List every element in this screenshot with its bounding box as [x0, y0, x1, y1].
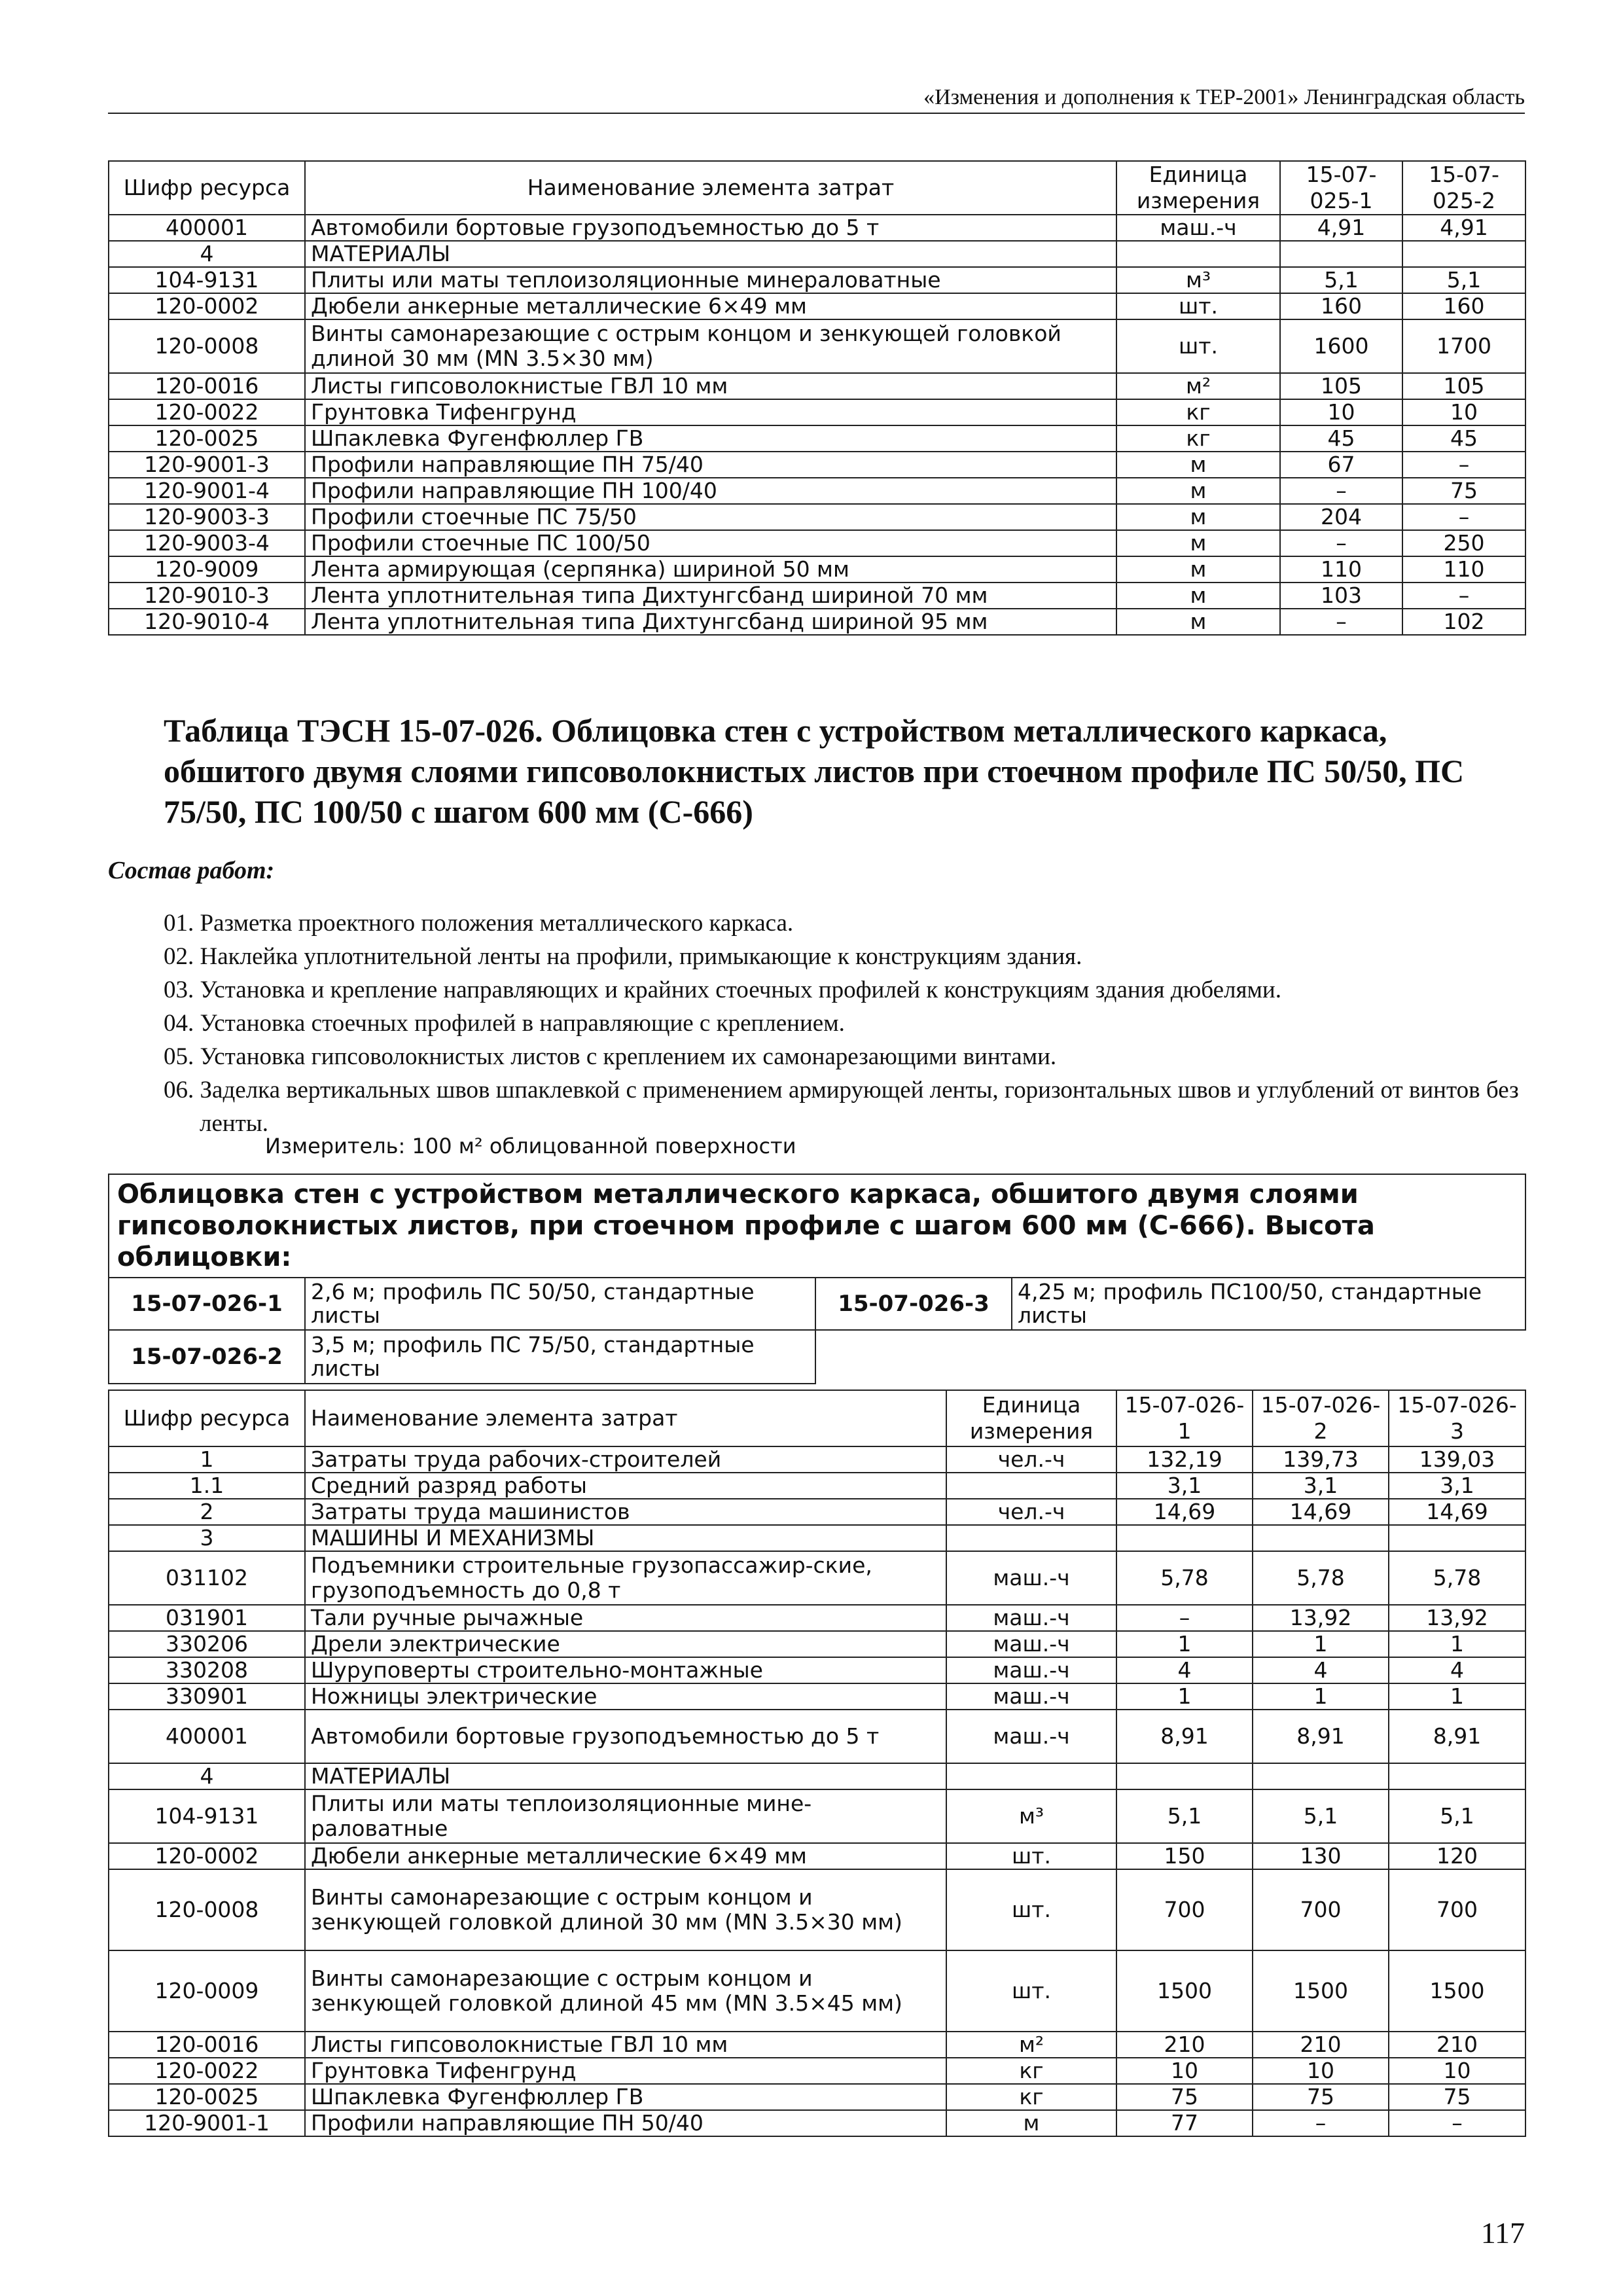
variant-code: 15-07-026-1 [109, 1278, 305, 1330]
value-cell: – [1389, 2110, 1525, 2136]
value-cell: – [1253, 2110, 1389, 2136]
value-cell: 77 [1116, 2110, 1253, 2136]
value-cell: – [1402, 452, 1525, 478]
resource-code-cell: 104-9131 [109, 267, 305, 293]
unit-cell: м³ [946, 1789, 1116, 1843]
value-cell: 105 [1280, 373, 1402, 399]
value-cell: 110 [1402, 556, 1525, 583]
resource-name-cell: Дрели электрические [305, 1631, 946, 1657]
resource-code-cell: 120-9010-4 [109, 609, 305, 635]
unit-cell [946, 1473, 1116, 1499]
table-row [109, 1657, 1525, 1683]
work-item: 01. Разметка проектного положения металлического каркаса. [164, 910, 794, 937]
column-header: 15-07-026-2 [1253, 1390, 1389, 1446]
value-cell: 1600 [1280, 319, 1402, 373]
unit-cell: маш.-ч [946, 1657, 1116, 1683]
value-cell: 5,1 [1389, 1789, 1525, 1843]
unit-cell: м [1116, 530, 1280, 556]
unit-cell: шт. [946, 1869, 1116, 1950]
measure-unit: Измеритель: 100 м² облицованной поверхности [265, 1134, 796, 1158]
resource-name-cell: Автомобили бортовые грузоподъемностью до 5 т [305, 1710, 946, 1763]
table-row [109, 2084, 1525, 2110]
value-cell: – [1280, 530, 1402, 556]
resource-name-cell: Лента армирующая (серпянка) шириной 50 мм [305, 556, 1116, 583]
work-item: 02. Наклейка уплотнительной ленты на профили, примыкающие к конструкциям здания. [164, 943, 1082, 970]
value-cell: 8,91 [1116, 1710, 1253, 1763]
resource-code-cell: 031901 [109, 1605, 305, 1631]
unit-cell: м [946, 2110, 1116, 2136]
page-number: 117 [1480, 2216, 1525, 2250]
value-cell: 4 [1389, 1657, 1525, 1683]
resource-code-cell: 400001 [109, 215, 305, 241]
value-cell: 14,69 [1389, 1499, 1525, 1525]
resource-code-cell: 120-0025 [109, 425, 305, 452]
resource-name-cell: Грунтовка Тифенгрунд [305, 399, 1116, 425]
table-row [109, 556, 1525, 583]
table-row [109, 530, 1525, 556]
table-row [109, 583, 1525, 609]
resource-code-cell: 120-9001-3 [109, 452, 305, 478]
resource-name-cell: Плиты или маты теплоизоляционные мине-раловатные [305, 1789, 946, 1843]
value-cell: 45 [1402, 425, 1525, 452]
value-cell: 105 [1402, 373, 1525, 399]
resource-code-cell: 400001 [109, 1710, 305, 1763]
unit-cell: кг [946, 2084, 1116, 2110]
value-cell: 1500 [1253, 1950, 1389, 2032]
work-item: 06. Заделка вертикальных швов шпаклевкой с применением армирующей ленты, горизонтальных швов и углублений от винтов без ленты. [164, 1077, 1519, 1137]
value-cell: 3,1 [1116, 1473, 1253, 1499]
resource-code-cell: 120-0016 [109, 2032, 305, 2058]
value-cell: 1 [1253, 1683, 1389, 1710]
resource-code-cell: 330206 [109, 1631, 305, 1657]
unit-cell: м² [1116, 373, 1280, 399]
resource-name-cell: Лента уплотнительная типа Дихтунгсбанд шириной 95 мм [305, 609, 1116, 635]
table-row [109, 478, 1525, 504]
value-cell: 210 [1116, 2032, 1253, 2058]
resource-name-cell: Тали ручные рычажные [305, 1605, 946, 1631]
value-cell: 5,78 [1253, 1551, 1389, 1605]
value-cell: 5,78 [1116, 1551, 1253, 1605]
resource-name-cell: Затраты труда рабочих-строителей [305, 1446, 946, 1473]
unit-cell: м² [946, 2032, 1116, 2058]
resource-code-cell: 120-0008 [109, 319, 305, 373]
table-row [109, 1950, 1525, 2032]
value-cell: 139,03 [1389, 1446, 1525, 1473]
value-cell: – [1280, 478, 1402, 504]
value-cell: 3,1 [1253, 1473, 1389, 1499]
unit-cell: маш.-ч [1116, 215, 1280, 241]
variant-row [109, 1330, 1525, 1384]
table-row [109, 267, 1525, 293]
section-title: Таблица ТЭСН 15-07-026. Облицовка стен с устройством металлического каркаса, обшитого двумя слоями гипсоволокнистых листов при стоечном профиле ПС 50/50, ПС 75/50, ПС 100/50 с шагом 600 мм (С-666) [164, 712, 1465, 830]
value-cell: 700 [1389, 1869, 1525, 1950]
value-cell: 5,1 [1402, 267, 1525, 293]
unit-cell: м³ [1116, 267, 1280, 293]
value-cell: 10 [1116, 2058, 1253, 2084]
resource-code-cell: 104-9131 [109, 1789, 305, 1843]
table-row [109, 609, 1525, 635]
value-cell: 5,1 [1253, 1789, 1389, 1843]
variant-empty [815, 1330, 1525, 1384]
resource-code-cell: 120-0009 [109, 1950, 305, 2032]
resource-code-cell: 330901 [109, 1683, 305, 1710]
resource-name-cell: Дюбели анкерные металлические 6×49 мм [305, 1843, 946, 1869]
resource-name-cell: Профили направляющие ПН 50/40 [305, 2110, 946, 2136]
value-cell [1116, 1525, 1253, 1551]
value-cell: 210 [1253, 2032, 1389, 2058]
running-title: «Изменения и дополнения к ТЕР-2001» Ленинградская область [923, 85, 1525, 109]
value-cell: 3,1 [1389, 1473, 1525, 1499]
table-row [109, 1605, 1525, 1631]
value-cell: 10 [1253, 2058, 1389, 2084]
value-cell: 1 [1253, 1631, 1389, 1657]
column-header: 15-07-026-1 [1116, 1390, 1253, 1446]
value-cell: 210 [1389, 2032, 1525, 2058]
unit-cell: шт. [946, 1843, 1116, 1869]
resource-table-026 [108, 1390, 1526, 2137]
resource-code-cell: 120-0002 [109, 293, 305, 319]
resource-name-cell: Винты самонарезающие с острым концом и зенкующей головкой длиной 30 мм (MN 3.5×30 мм) [305, 1869, 946, 1950]
value-cell: 130 [1253, 1843, 1389, 1869]
value-cell [1253, 1763, 1389, 1789]
unit-cell: маш.-ч [946, 1710, 1116, 1763]
table-row [109, 504, 1525, 530]
value-cell: 204 [1280, 504, 1402, 530]
unit-cell: шт. [946, 1950, 1116, 2032]
value-cell: 4 [1116, 1657, 1253, 1683]
table-row [109, 1710, 1525, 1763]
table-row [109, 1551, 1525, 1605]
resource-name-cell: Профили стоечные ПС 75/50 [305, 504, 1116, 530]
unit-cell: маш.-ч [946, 1605, 1116, 1631]
resource-name-cell: Ножницы электрические [305, 1683, 946, 1710]
work-list [164, 906, 1525, 1140]
table-row [109, 1869, 1525, 1950]
resource-code-cell: 1 [109, 1446, 305, 1473]
resource-name-cell: Грунтовка Тифенгрунд [305, 2058, 946, 2084]
resource-name-cell: Плиты или маты теплоизоляционные минераловатные [305, 267, 1116, 293]
value-cell: 150 [1116, 1843, 1253, 1869]
table-row [109, 1446, 1525, 1473]
value-cell: 700 [1116, 1869, 1253, 1950]
table-row [109, 373, 1525, 399]
value-cell: 1700 [1402, 319, 1525, 373]
table-row [109, 1525, 1525, 1551]
resource-name-cell: Шпаклевка Фугенфюллер ГВ [305, 425, 1116, 452]
value-cell: – [1280, 609, 1402, 635]
value-cell: 102 [1402, 609, 1525, 635]
table-row [109, 2032, 1525, 2058]
running-header [108, 79, 1525, 114]
column-header: Наименование элемента затрат [305, 161, 1116, 215]
unit-cell: м [1116, 583, 1280, 609]
resource-name-cell: Шпаклевка Фугенфюллер ГВ [305, 2084, 946, 2110]
variant-code: 15-07-026-2 [109, 1330, 305, 1384]
column-header: 15-07-025-1 [1280, 161, 1402, 215]
table-row [109, 425, 1525, 452]
value-cell: 1 [1389, 1683, 1525, 1710]
value-cell: 14,69 [1253, 1499, 1389, 1525]
value-cell [1389, 1525, 1525, 1551]
table-row [109, 1473, 1525, 1499]
value-cell: 75 [1253, 2084, 1389, 2110]
resource-name-cell: МАТЕРИАЛЫ [305, 1763, 946, 1789]
variant-row [109, 1278, 1525, 1330]
resource-code-cell: 031102 [109, 1551, 305, 1605]
value-cell: 4,91 [1402, 215, 1525, 241]
column-header: 15-07-025-2 [1402, 161, 1525, 215]
value-cell: 75 [1402, 478, 1525, 504]
value-cell: 10 [1280, 399, 1402, 425]
value-cell [1116, 1763, 1253, 1789]
resource-name-cell: Средний разряд работы [305, 1473, 946, 1499]
unit-cell [946, 1525, 1116, 1551]
value-cell: 160 [1280, 293, 1402, 319]
resource-name-cell: Винты самонарезающие с острым концом и зенкующей головкой длиной 45 мм (MN 3.5×45 мм) [305, 1950, 946, 2032]
work-item: 05. Установка гипсоволокнистых листов с креплением их самонарезающими винтами. [164, 1043, 1057, 1070]
column-header: Единица измерения [1116, 161, 1280, 215]
column-header: Шифр ресурса [109, 161, 305, 215]
resource-name-cell: Лента уплотнительная типа Дихтунгсбанд шириной 70 мм [305, 583, 1116, 609]
value-cell [1402, 241, 1525, 267]
table-row [109, 452, 1525, 478]
table-row [109, 1843, 1525, 1869]
value-cell: 250 [1402, 530, 1525, 556]
variant-desc: 4,25 м; профиль ПС100/50, стандартные листы [1012, 1278, 1525, 1330]
variant-code: 15-07-026-3 [815, 1278, 1012, 1330]
unit-cell: кг [1116, 399, 1280, 425]
value-cell [1389, 1763, 1525, 1789]
resource-code-cell: 120-0022 [109, 399, 305, 425]
resource-code-cell: 3 [109, 1525, 305, 1551]
column-header: Единица измерения [946, 1390, 1116, 1446]
work-item: 04. Установка стоечных профилей в направляющие с креплением. [164, 1010, 845, 1037]
resource-code-cell: 120-9010-3 [109, 583, 305, 609]
table-header-row [109, 161, 1525, 215]
table-row [109, 1499, 1525, 1525]
table-row [109, 319, 1525, 373]
unit-cell [1116, 241, 1280, 267]
value-cell: 5,1 [1280, 267, 1402, 293]
unit-cell: маш.-ч [946, 1551, 1116, 1605]
value-cell: 5,1 [1116, 1789, 1253, 1843]
value-cell: 139,73 [1253, 1446, 1389, 1473]
column-header: Шифр ресурса [109, 1390, 305, 1446]
resource-code-cell: 4 [109, 241, 305, 267]
resource-code-cell: 120-9001-4 [109, 478, 305, 504]
resource-code-cell: 330208 [109, 1657, 305, 1683]
work-composition-label: Состав работ: [108, 857, 275, 884]
value-cell: 700 [1253, 1869, 1389, 1950]
value-cell: 8,91 [1253, 1710, 1389, 1763]
value-cell: 1 [1116, 1683, 1253, 1710]
value-cell: 5,78 [1389, 1551, 1525, 1605]
unit-cell: шт. [1116, 319, 1280, 373]
table-header-row [109, 1390, 1525, 1446]
resource-code-cell: 120-9003-3 [109, 504, 305, 530]
table-row [109, 1789, 1525, 1843]
resource-name-cell: Профили стоечные ПС 100/50 [305, 530, 1116, 556]
column-header: 15-07-026-3 [1389, 1390, 1525, 1446]
variants-table [108, 1174, 1526, 1384]
resource-name-cell: МАТЕРИАЛЫ [305, 241, 1116, 267]
resource-code-cell: 120-0022 [109, 2058, 305, 2084]
resource-name-cell: Профили направляющие ПН 100/40 [305, 478, 1116, 504]
resource-name-cell: Затраты труда машинистов [305, 1499, 946, 1525]
column-header: Наименование элемента затрат [305, 1390, 946, 1446]
unit-cell: кг [1116, 425, 1280, 452]
value-cell: 8,91 [1389, 1710, 1525, 1763]
resource-name-cell: Листы гипсоволокнистые ГВЛ 10 мм [305, 373, 1116, 399]
value-cell: 1500 [1116, 1950, 1253, 2032]
resource-name-cell: Профили направляющие ПН 75/40 [305, 452, 1116, 478]
resource-code-cell: 120-0016 [109, 373, 305, 399]
resource-name-cell: МАШИНЫ И МЕХАНИЗМЫ [305, 1525, 946, 1551]
value-cell: 4 [1253, 1657, 1389, 1683]
value-cell: – [1402, 583, 1525, 609]
value-cell: 1500 [1389, 1950, 1525, 2032]
unit-cell: м [1116, 478, 1280, 504]
unit-cell [946, 1763, 1116, 1789]
resource-code-cell: 120-0025 [109, 2084, 305, 2110]
table-row [109, 241, 1525, 267]
value-cell: 13,92 [1389, 1605, 1525, 1631]
table-row [109, 1763, 1525, 1789]
value-cell: – [1402, 504, 1525, 530]
resource-name-cell: Автомобили бортовые грузоподъемностью до 5 т [305, 215, 1116, 241]
resource-code-cell: 4 [109, 1763, 305, 1789]
resource-code-cell: 1.1 [109, 1473, 305, 1499]
table-row [109, 1631, 1525, 1657]
unit-cell: м [1116, 556, 1280, 583]
value-cell: 10 [1402, 399, 1525, 425]
variants-title-row [109, 1174, 1525, 1278]
value-cell: 103 [1280, 583, 1402, 609]
value-cell: 75 [1389, 2084, 1525, 2110]
table-row [109, 399, 1525, 425]
unit-cell: м [1116, 504, 1280, 530]
variant-desc: 3,5 м; профиль ПС 75/50, стандартные листы [305, 1330, 815, 1384]
resource-code-cell: 2 [109, 1499, 305, 1525]
resource-code-cell: 120-9009 [109, 556, 305, 583]
table-row [109, 293, 1525, 319]
unit-cell: шт. [1116, 293, 1280, 319]
resource-code-cell: 120-0008 [109, 1869, 305, 1950]
table-row [109, 2058, 1525, 2084]
value-cell [1280, 241, 1402, 267]
unit-cell: чел.-ч [946, 1499, 1116, 1525]
value-cell: 160 [1402, 293, 1525, 319]
value-cell: 10 [1389, 2058, 1525, 2084]
value-cell: 4,91 [1280, 215, 1402, 241]
value-cell: 1 [1389, 1631, 1525, 1657]
resource-name-cell: Шуруповерты строительно-монтажные [305, 1657, 946, 1683]
unit-cell: маш.-ч [946, 1683, 1116, 1710]
resource-code-cell: 120-9001-1 [109, 2110, 305, 2136]
resource-name-cell: Винты самонарезающие с острым концом и зенкующей головкой длиной 30 мм (MN 3.5×30 мм) [305, 319, 1116, 373]
unit-cell: кг [946, 2058, 1116, 2084]
resource-name-cell: Подъемники строительные грузопассажир-ские, грузоподъемность до 0,8 т [305, 1551, 946, 1605]
value-cell: 120 [1389, 1843, 1525, 1869]
value-cell: 67 [1280, 452, 1402, 478]
value-cell: 14,69 [1116, 1499, 1253, 1525]
value-cell [1253, 1525, 1389, 1551]
resource-code-cell: 120-0002 [109, 1843, 305, 1869]
unit-cell: чел.-ч [946, 1446, 1116, 1473]
value-cell: 45 [1280, 425, 1402, 452]
value-cell: 110 [1280, 556, 1402, 583]
value-cell: 1 [1116, 1631, 1253, 1657]
variants-title: Облицовка стен с устройством металлического каркаса, обшитого двумя слоями гипсоволокнистых листов, при стоечном профиле с шагом 600 мм (С-666). Высота облицовки: [109, 1174, 1525, 1278]
unit-cell: маш.-ч [946, 1631, 1116, 1657]
resource-name-cell: Дюбели анкерные металлические 6×49 мм [305, 293, 1116, 319]
resource-table-025 [108, 160, 1526, 636]
resource-name-cell: Листы гипсоволокнистые ГВЛ 10 мм [305, 2032, 946, 2058]
value-cell: 132,19 [1116, 1446, 1253, 1473]
value-cell: 75 [1116, 2084, 1253, 2110]
work-item: 03. Установка и крепление направляющих и крайних стоечных профилей к конструкциям здания дюбелями. [164, 977, 1281, 1003]
table-row [109, 1683, 1525, 1710]
table-row [109, 2110, 1525, 2136]
value-cell: 13,92 [1253, 1605, 1389, 1631]
value-cell: – [1116, 1605, 1253, 1631]
resource-code-cell: 120-9003-4 [109, 530, 305, 556]
unit-cell: м [1116, 452, 1280, 478]
table-row [109, 215, 1525, 241]
unit-cell: м [1116, 609, 1280, 635]
variant-desc: 2,6 м; профиль ПС 50/50, стандартные листы [305, 1278, 815, 1330]
